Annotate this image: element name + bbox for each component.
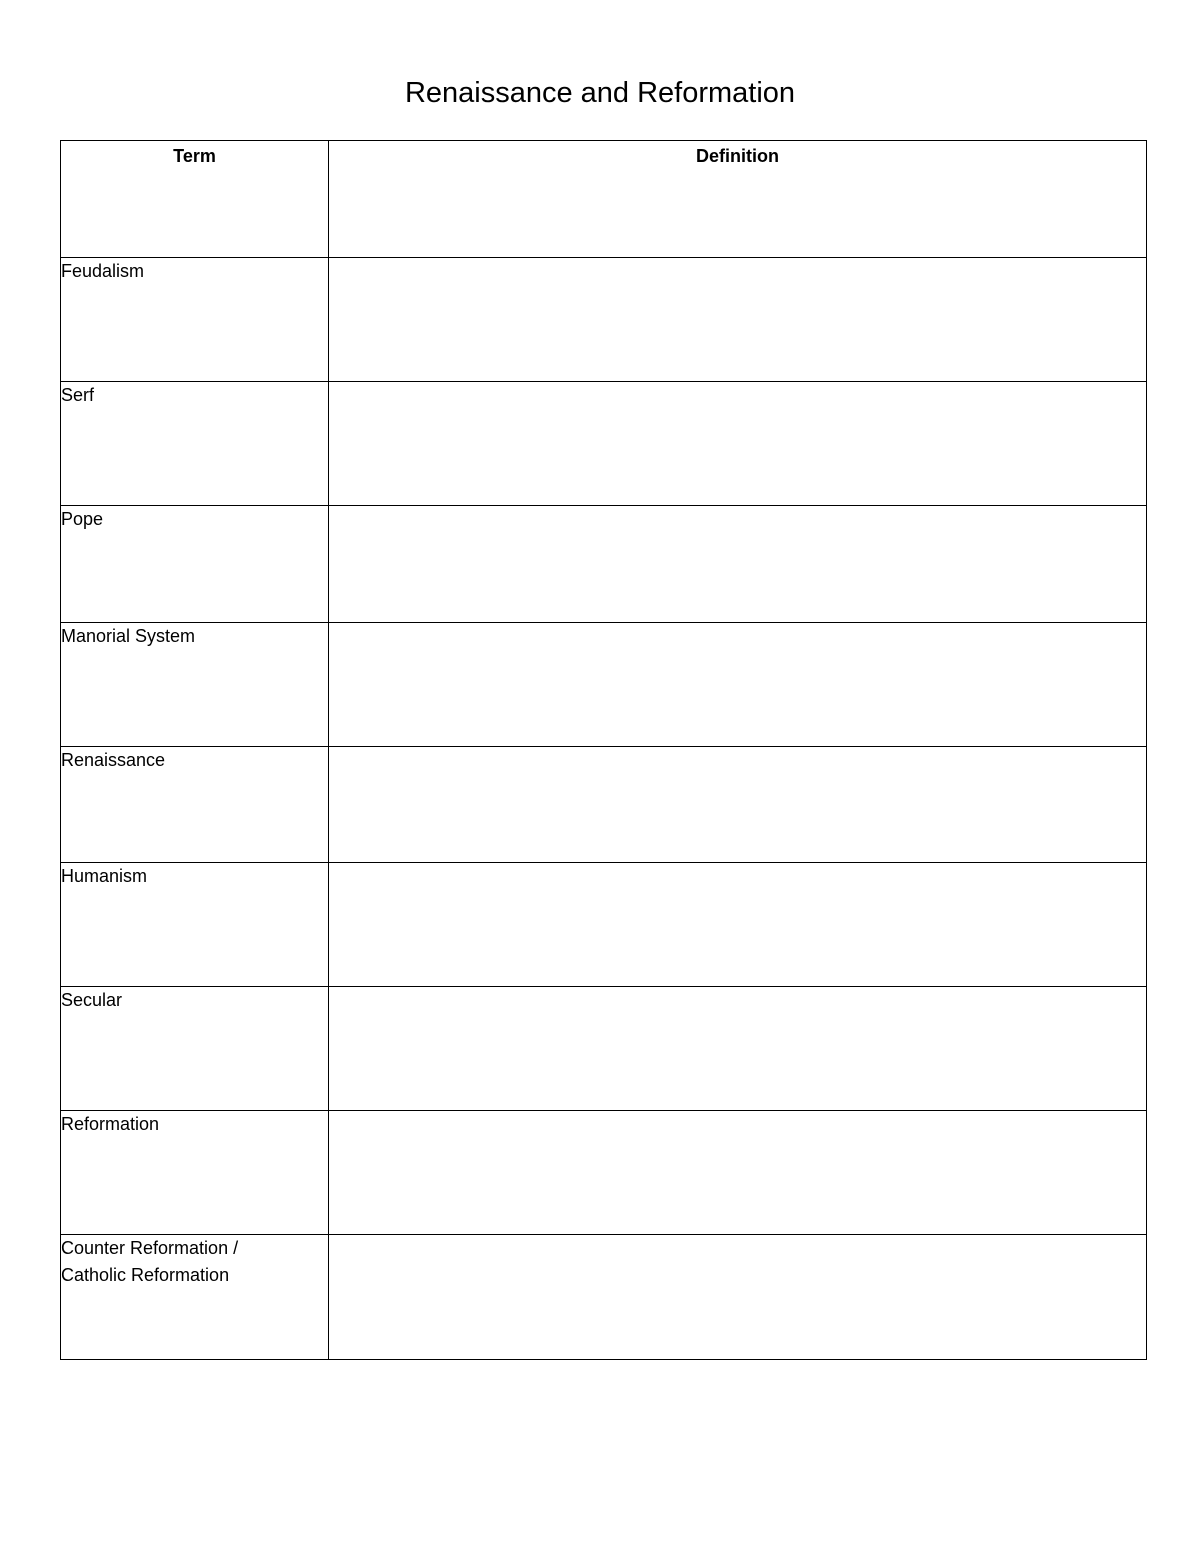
definition-cell[interactable] (329, 863, 1147, 987)
term-cell (61, 258, 329, 382)
term-label: Secular (61, 990, 123, 1010)
table-row (61, 1111, 1147, 1235)
definition-cell[interactable] (329, 382, 1147, 506)
table-row (61, 863, 1147, 987)
term-cell (61, 506, 329, 623)
term-label: Manorial System (61, 626, 196, 646)
vocabulary-table (60, 140, 1147, 1360)
table-row (61, 747, 1147, 863)
definition-cell[interactable] (329, 258, 1147, 382)
term-cell (61, 1111, 329, 1235)
page-title: Renaissance and Reformation (404, 77, 796, 109)
term-cell (61, 623, 329, 747)
table-row (61, 623, 1147, 747)
table-row (61, 1235, 1147, 1360)
definition-cell[interactable] (329, 1235, 1147, 1360)
definition-cell[interactable] (329, 987, 1147, 1111)
term-header: Term (61, 141, 329, 258)
term-label: Renaissance (61, 750, 166, 770)
table-row (61, 258, 1147, 382)
definition-cell[interactable] (329, 623, 1147, 747)
term-cell (61, 747, 329, 863)
term-label: Humanism (61, 866, 148, 886)
definition-header: Definition (329, 141, 1147, 258)
term-label: Pope (61, 509, 104, 529)
term-label: Counter Reformation / Catholic Reformation (61, 1238, 239, 1285)
table-row (61, 382, 1147, 506)
term-cell (61, 987, 329, 1111)
definition-cell[interactable] (329, 1111, 1147, 1235)
table-row (61, 987, 1147, 1111)
term-cell (61, 1235, 329, 1360)
term-label: Feudalism (61, 261, 145, 281)
term-cell (61, 382, 329, 506)
table-row (61, 506, 1147, 623)
term-cell (61, 863, 329, 987)
term-label: Reformation (61, 1114, 160, 1134)
header-row (61, 141, 1147, 258)
definition-cell[interactable] (329, 506, 1147, 623)
definition-cell[interactable] (329, 747, 1147, 863)
term-label: Serf (61, 385, 95, 405)
